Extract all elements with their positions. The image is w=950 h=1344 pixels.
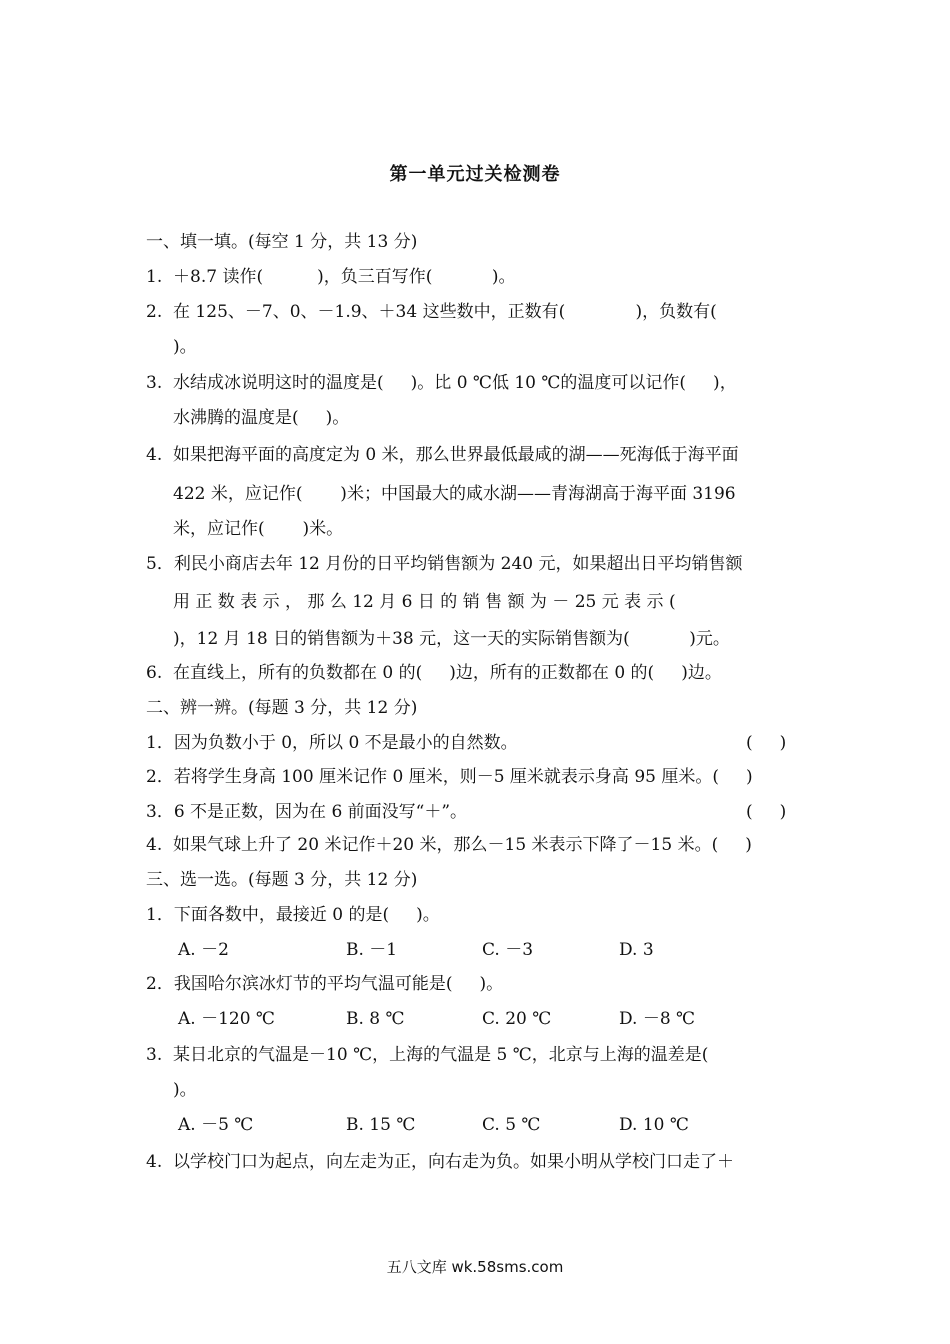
s1-question-4-cont-1: 422 米，应记作( )米；中国最大的咸水湖——青海湖高于海平面 3196: [173, 484, 736, 504]
s3-q3-option-c: C. 5 ℃: [482, 1115, 541, 1135]
s2-question-2: 2．若将学生身高 100 厘米记作 0 厘米，则－5 厘米就表示身高 95 厘米。( ): [146, 767, 753, 787]
s1-question-2: 2. 在 125、－7、0、－1.9、＋34 这些数中，正数有( )，负数有(: [146, 302, 717, 322]
s2-question-3: 3．6 不是正数，因为在 6 前面没写“＋”。: [146, 802, 468, 822]
s3-q1-option-a: A. －2: [178, 940, 229, 960]
s3-q2-option-a: A. －120 ℃: [178, 1009, 275, 1029]
s3-q1-option-b: B. －1: [346, 940, 398, 960]
s2-answer-bracket-3: ( ): [746, 802, 787, 822]
s3-q3-option-d: D. 10 ℃: [619, 1115, 689, 1135]
s3-q3-option-b: B. 15 ℃: [346, 1115, 416, 1135]
s2-answer-bracket-1: ( ): [746, 733, 787, 753]
s3-q2-option-c: C. 20 ℃: [482, 1009, 552, 1029]
s3-q2-option-b: B. 8 ℃: [346, 1009, 405, 1029]
section-1-heading: 一、填一填。(每空 1 分，共 13 分): [146, 232, 418, 252]
s1-question-5-cont-2: )，12 月 18 日的销售额为＋38 元，这一天的实际销售额为( )元。: [173, 629, 730, 649]
s1-question-1: 1. ＋8.7 读作( )，负三百写作( )。: [146, 267, 516, 287]
section-3-heading: 三、选一选。(每题 3 分，共 12 分): [146, 870, 418, 890]
s1-question-6: 6. 在直线上，所有的负数都在 0 的( )边，所有的正数都在 0 的( )边。: [146, 663, 722, 683]
s3-q2-option-d: D. －8 ℃: [619, 1009, 696, 1029]
s2-question-4: 4. 如果气球上升了 20 米记作＋20 米，那么－15 米表示下降了－15 米。( ): [146, 835, 752, 855]
s3-q1-option-c: C. －3: [482, 940, 534, 960]
s3-question-2: 2．我国哈尔滨冰灯节的平均气温可能是( )。: [146, 974, 504, 994]
s1-question-4-cont-2: 米，应记作( )米。: [173, 519, 344, 539]
section-2-heading: 二、辨一辨。(每题 3 分，共 12 分): [146, 698, 418, 718]
footer-watermark: 五八文库 wk.58sms.com: [386, 1258, 564, 1276]
s3-q1-option-d: D. 3: [619, 940, 654, 960]
s1-question-5-cont-1: 用 正 数 表 示 ， 那 么 12 月 6 日 的 销 售 额 为 － 25 元 表 示 (: [173, 592, 676, 612]
s1-question-3: 3. 水结成冰说明这时的温度是( )。比 0 ℃低 10 ℃的温度可以记作( )，: [146, 373, 737, 393]
s1-question-4: 4. 如果把海平面的高度定为 0 米，那么世界最低最咸的湖——死海低于海平面: [146, 445, 739, 465]
s3-question-3-cont: )。: [173, 1080, 197, 1100]
s2-question-1: 1．因为负数小于 0，所以 0 不是最小的自然数。: [146, 733, 518, 753]
s3-question-1: 1．下面各数中，最接近 0 的是( )。: [146, 905, 440, 925]
s3-q3-option-a: A. －5 ℃: [178, 1115, 254, 1135]
s1-question-5: 5．利民小商店去年 12 月份的日平均销售额为 240 元，如果超出日平均销售额: [146, 554, 743, 574]
s3-question-3: 3. 某日北京的气温是－10 ℃，上海的气温是 5 ℃，北京与上海的温差是(: [146, 1045, 709, 1065]
s1-question-2-cont: )。: [173, 337, 197, 357]
page-title: 第一单元过关检测卷: [389, 164, 561, 185]
s3-question-4: 4. 以学校门口为起点，向左走为正，向右走为负。如果小明从学校门口走了＋: [146, 1152, 735, 1172]
s1-question-3-cont: 水沸腾的温度是( )。: [173, 408, 350, 428]
